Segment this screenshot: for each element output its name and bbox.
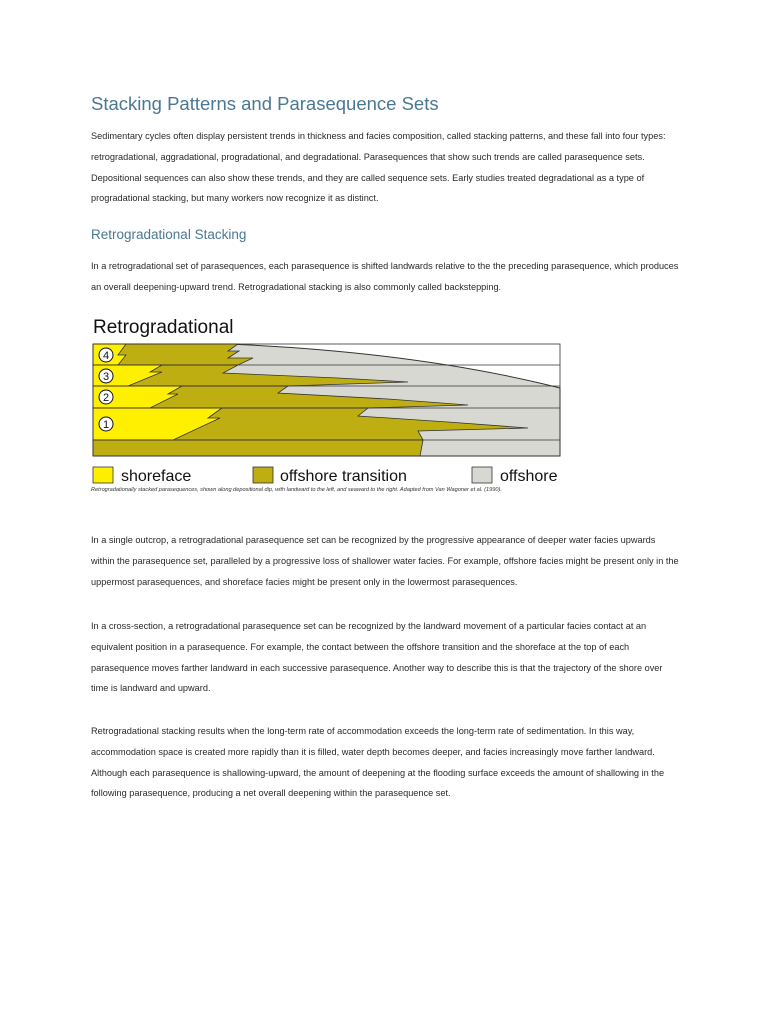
legend-label-shoreface: shoreface (121, 468, 192, 485)
body-paragraph-3: Retrogradational stacking results when the long-term rate of accommodation exceeds the long-term rate of sedimentation. In this way, accommodation space is created more rapidly than it is filled, water depth becomes deeper, and facies increasingly move farther landward. Although each parasequence is shallowing-upward, the amount of deepening at the flooding surface exceeds the amount of shallowing in the following parasequence, producing a net overall deepening within the parasequence set. (91, 726, 665, 799)
legend-swatch-offshore (472, 467, 492, 483)
page-title: Stacking Patterns and Parasequence Sets (91, 93, 439, 114)
parasequence-number-4 (99, 348, 113, 362)
svg-text:3: 3 (102, 371, 110, 383)
body-paragraph-2: In a cross-section, a retrogradational parasequence set can be recognized by the landward movement of a particular facies contact at an equivalent position in a parasequence. For example, the contact between the offshore transition and the shoreface at the top of each parasequence moves farther landward in each successive parasequence. Another way to describe this is that the trajectory of the shore over time is landward and upward. (91, 621, 663, 694)
legend (93, 467, 558, 485)
svg-text:4: 4 (102, 350, 110, 362)
section-heading: Retrogradational Stacking (91, 227, 247, 242)
stacking-diagram (88, 312, 578, 492)
parasequence-number-1 (99, 417, 113, 431)
parasequence-number-3 (99, 369, 113, 383)
section-lead-paragraph: In a retrogradational set of parasequences, each parasequence is shifted landwards relative to the the preceding parasequence, which produces an overall deepening-upward trend. Retrogradational stacking is also commonly called backstepping. (91, 261, 679, 292)
legend-label-offshore-transition: offshore transition (280, 468, 407, 485)
parasequence-number-2 (99, 390, 113, 404)
figure-caption: Retrogradationally stacked parasequences, shown along depositional dip, with landward to the left, and seaward to the right. Adapted from Van Wagoner et al. (1990). (91, 487, 502, 493)
offshore-transition-base (93, 440, 423, 456)
svg-text:2: 2 (102, 392, 110, 404)
legend-label-offshore: offshore (500, 468, 558, 485)
legend-swatch-shoreface (93, 467, 113, 483)
retrogradational-figure (88, 312, 578, 492)
figure-title: Retrogradational (93, 317, 234, 338)
intro-paragraph: Sedimentary cycles often display persistent trends in thickness and facies composition, called stacking patterns, and these fall into four types: retrogradational, aggradational, progradational, and degradational. Parasequences that show such trends are called parasequence sets. Depositional sequences can also show these trends, and they are called sequence sets. Early studies treated degradational as a type of progradational stacking, but many workers now recognize it as distinct. (91, 131, 666, 204)
svg-text:1: 1 (102, 419, 110, 431)
body-paragraph-1: In a single outcrop, a retrogradational parasequence set can be recognized by the progressive appearance of deeper water facies upwards within the parasequence set, paralleled by a progressive loss of shallower water facies. For example, offshore facies might be present only in the uppermost parasequences, and shoreface facies might be present only in the lowermost parasequences. (91, 535, 679, 587)
legend-swatch-offshore-transition (253, 467, 273, 483)
